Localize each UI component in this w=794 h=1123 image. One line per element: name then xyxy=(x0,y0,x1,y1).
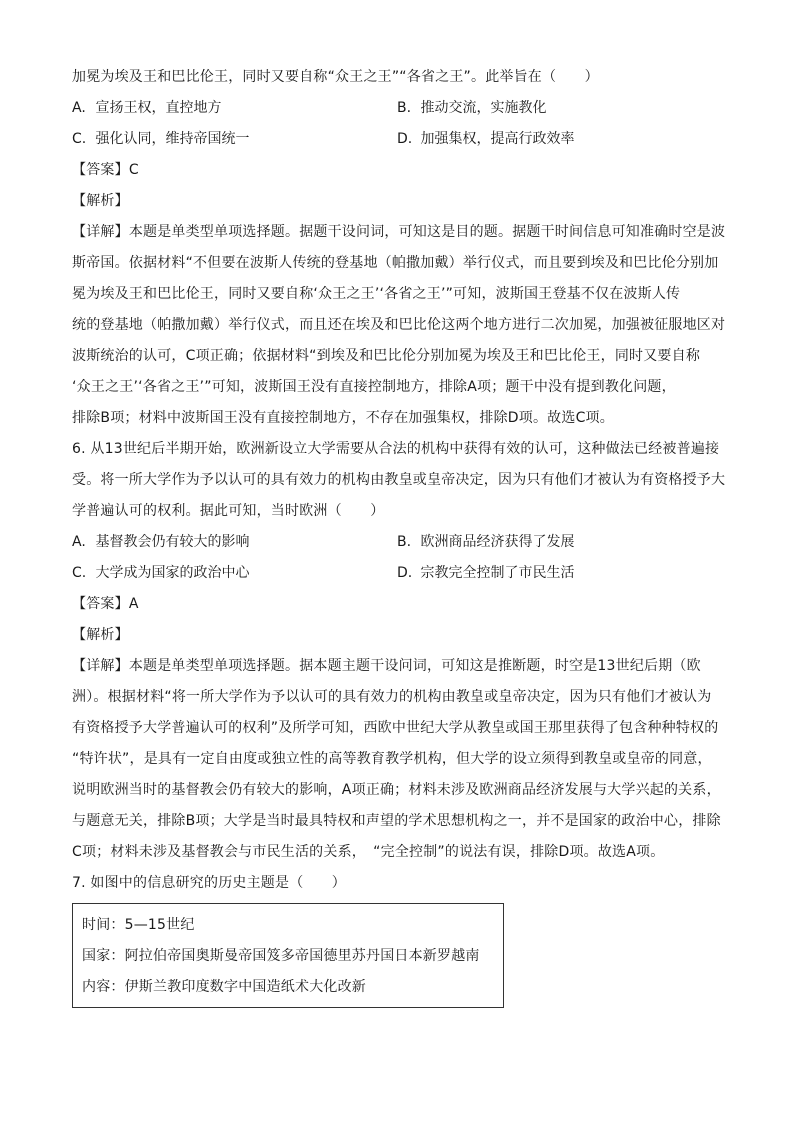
q5-stem-tail: 加冕为埃及王和巴比伦王，同时又要自称“众王之王”“各省之王”。此举旨在（ ） xyxy=(72,69,599,85)
q6-stem-line-3: 学普遍认可的权利。据此可知，当时欧洲（ ） xyxy=(72,503,385,519)
q6-detail-line-5: 说明欧洲当时的基督教会仍有较大的影响，A项正确；材料未涉及欧洲商品经济发展与大学兴起的关系， xyxy=(72,782,721,798)
q5-detail-line-4: 统的登基地（帕撒加戴）举行仪式，而且还在埃及和巴比伦这两个地方进行二次加冕，加强被征服地区对 xyxy=(72,317,726,333)
q5-option-d: D. 加强集权，提高行政效率 xyxy=(397,131,575,147)
document-page xyxy=(72,62,726,1008)
q5-option-b: B. 推动交流，实施教化 xyxy=(397,100,547,116)
q5-detail-line-1: 【详解】本题是单类型单项选择题。据题干设问词，可知这是目的题。据题干时间信息可知准确时空是波 xyxy=(72,224,726,240)
q6-detail-line-1: 【详解】本题是单类型单项选择题。据本题主题干设问词，可知这是推断题，时空是13世纪后期（欧 xyxy=(72,658,701,674)
q6-option-c: C. 大学成为国家的政治中心 xyxy=(72,565,250,581)
q5-option-c: C. 强化认同，维持帝国统一 xyxy=(72,131,250,147)
q6-option-a: A. 基督教会仍有较大的影响 xyxy=(72,534,250,550)
q7-figure-content: 内容：伊斯兰教印度数字中国造纸术大化改新 xyxy=(82,979,366,995)
q5-options-row-2 xyxy=(72,124,722,155)
q7-figure-time: 时间：5—15世纪 xyxy=(82,917,195,933)
q5-answer xyxy=(72,155,722,186)
answer-label: 【答案】 xyxy=(72,596,129,612)
q6-options-row-2 xyxy=(72,558,722,589)
q6-stem-line-1: 6. 从13世纪后半期开始，欧洲新设立大学需要从合法的机构中获得有效的认可，这种做法已经被普遍接 xyxy=(72,441,720,457)
q5-detail-line-3: 冕为埃及王和巴比伦王，同时又要自称‘众王之王’‘各省之王’”可知，波斯国王登基不仅在波斯人传 xyxy=(72,286,681,302)
q6-option-b: B. 欧洲商品经济获得了发展 xyxy=(397,534,575,550)
detail-label: 【详解】 xyxy=(72,658,129,674)
q6-detail-line-7: C项；材料未涉及基督教会与市民生活的关系， “完全控制”的说法有误，排除D项。故选A项。 xyxy=(72,844,665,860)
q5-detail-line-5: 波斯统治的认可，C项正确；依据材料“到埃及和巴比伦分别加冕为埃及王和巴比伦王，同时又要自称 xyxy=(72,348,701,364)
q5-detail-line-6: ‘众王之王’‘各省之王’”可知，波斯国王没有直接控制地方，排除A项；题干中没有提到教化问题， xyxy=(72,379,676,395)
q6-detail-line-4: “特许状”，是具有一定自由度或独立性的高等教育教学机构，但大学的设立须得到教皇或皇帝的同意， xyxy=(72,751,712,767)
q6-answer xyxy=(72,589,722,620)
answer-value: C xyxy=(128,162,139,178)
q5-detail-line-2: 斯帝国。依据材料“不但要在波斯人传统的登基地（帕撒加戴）举行仪式，而且要到埃及和巴比伦分别加 xyxy=(72,255,719,271)
q5-options-row-1 xyxy=(72,93,722,124)
q6-analysis-label: 【解析】 xyxy=(72,627,129,643)
answer-value: A xyxy=(128,596,139,612)
q5-analysis-label: 【解析】 xyxy=(72,193,129,209)
q7-figure-box xyxy=(72,903,504,1008)
q6-option-d: D. 宗教完全控制了市民生活 xyxy=(397,565,575,581)
q5-option-a: A. 宣扬王权，直控地方 xyxy=(72,100,222,116)
answer-label: 【答案】 xyxy=(72,162,129,178)
q7-stem: 7. 如图中的信息研究的历史主题是（ ） xyxy=(72,875,347,891)
q6-stem-line-2: 受。将一所大学作为予以认可的具有效力的机构由教皇或皇帝决定，因为只有他们才被认为有资格授予大 xyxy=(72,472,726,488)
q6-detail-line-6: 与题意无关，排除B项；大学是当时最具特权和声望的学术思想机构之一，并不是国家的政治中心，排除 xyxy=(72,813,721,829)
q5-detail-line-7: 排除B项；材料中波斯国王没有直接控制地方，不存在加强集权，排除D项。故选C项。 xyxy=(72,410,614,426)
detail-label: 【详解】 xyxy=(72,224,129,240)
q6-detail-line-2: 洲）。根据材料“将一所大学作为予以认可的具有效力的机构由教皇或皇帝决定，因为只有他们才被认为 xyxy=(72,689,712,705)
q7-figure-countries: 国家：阿拉伯帝国奥斯曼帝国笈多帝国德里苏丹国日本新罗越南 xyxy=(82,948,480,964)
q6-options-row-1 xyxy=(72,527,722,558)
q6-detail-line-3: 有资格授予大学普遍认可的权利”及所学可知，西欧中世纪大学从教皇或国王那里获得了包含种种特权的 xyxy=(72,720,719,736)
